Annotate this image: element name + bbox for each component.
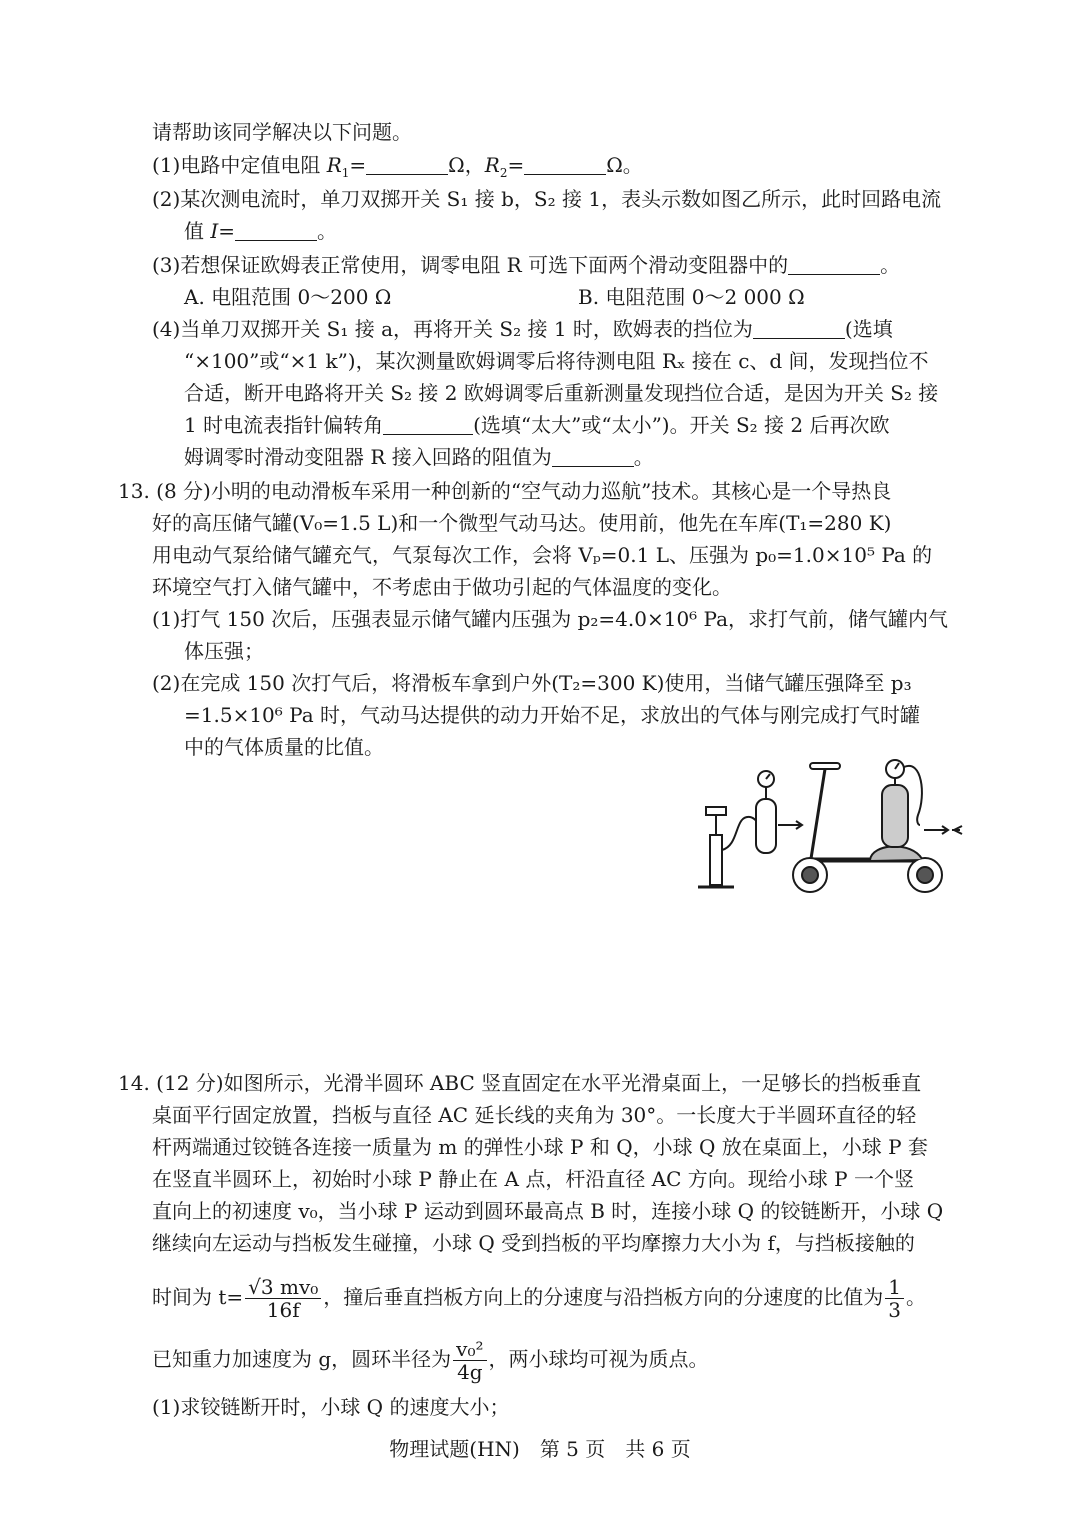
answer-blank — [383, 414, 473, 435]
q14-line8: 已知重力加速度为 g，圆环半径为 $\frac{\text{v₀²}}{4g}$ ，两小球均可视为质点。 — [152, 1337, 709, 1384]
q12-part2-line1: (2)某次测电流时，单刀双掷开关 S₁ 接 b，S₂ 接 1，表头示数如图乙所示，此时回路电流 — [152, 187, 942, 211]
q12-part4-line3: 合适，断开电路将开关 S₂ 接 2 欧姆调零后重新测量发现挡位合适，是因为开关 S₂ 接 — [184, 381, 939, 405]
ratio-fraction: $\frac{1}{3}$ — [885, 1276, 904, 1321]
onboard-tank-icon — [882, 760, 962, 847]
scooter-icon — [793, 763, 942, 892]
page-footer: 物理试题(HN) 第 5 页 共 6 页 — [389, 1437, 691, 1461]
scooter-pump-figure — [690, 755, 970, 900]
q13-line1: 13. (8 分)小明的电动滑板车采用一种创新的“空气动力巡航”技术。其核心是一个导热良 — [118, 479, 892, 503]
q13-part2-line3: 中的气体质量的比值。 — [184, 735, 384, 759]
q14-line7: 时间为 t= $\frac{\text{√3 mv₀}}{16f}$ ，撞后垂直挡板方向上的分速度与沿挡板方向的分速度的比值为 $\frac{1}{3}$ 。 — [152, 1275, 926, 1322]
q14-part1: (1)求铰链断开时，小球 Q 的速度大小； — [152, 1395, 510, 1419]
q12-part3: (3)若想保证欧姆表正常使用，调零电阻 R 可选下面两个滑动变阻器中的 。 — [152, 253, 901, 277]
q13-part1-line2: 体压强； — [184, 639, 264, 663]
floor-pump-icon — [698, 807, 760, 887]
q14-line3: 杆两端通过铰链各连接一质量为 m 的弹性小球 P 和 Q，小球 Q 放在桌面上，小球 P 套 — [152, 1135, 928, 1159]
q12-part2-line2: 值 I= 。 — [184, 219, 338, 243]
answer-blank — [524, 154, 606, 175]
q12-part4-line1: (4)当单刀双掷开关 S₁ 接 a，再将开关 S₂ 接 1 时，欧姆表的挡位为 (选填 — [152, 317, 893, 341]
answer-blank — [235, 220, 317, 241]
q12-option-b: B. 电阻范围 0～2 000 Ω — [578, 285, 805, 309]
radius-fraction: $\frac{\text{v₀²}}{4g}$ — [453, 1338, 486, 1383]
q12-part1: (1)电路中定值电阻 $R_1= \Omega$，$R_2= \Omega$。 — [152, 153, 643, 180]
time-fraction: $\frac{\text{√3 mv₀}}{16f}$ — [245, 1276, 321, 1321]
q13-line4: 环境空气打入储气罐中，不考虑由于做功引起的气体温度的变化。 — [152, 575, 732, 599]
q14-line2: 桌面平行固定放置，挡板与直径 AC 延长线的夹角为 30°。一长度大于半圆环直径的轻 — [152, 1103, 917, 1127]
answer-blank — [552, 446, 634, 467]
q13-line2: 好的高压储气罐(V₀=1.5 L)和一个微型气动马达。使用前，他先在车库(T₁=280 K) — [152, 511, 892, 535]
q12-option-a: A. 电阻范围 0～200 Ω — [184, 285, 392, 309]
q12-intro: 请帮助该同学解决以下问题。 — [152, 120, 412, 144]
answer-blank — [753, 318, 845, 339]
answer-blank — [366, 154, 448, 175]
q12-part4-line2: “×100”或“×1 k”)，某次测量欧姆调零后将待测电阻 Rₓ 接在 c、d 间，发现挡位不 — [184, 349, 929, 373]
q14-line5: 直向上的初速度 v₀，当小球 P 运动到圆环最高点 B 时，连接小球 Q 的铰链断开，小球 Q — [152, 1199, 944, 1223]
q12-part4-line4: 1 时电流表指针偏转角 (选填“太大”或“太小”)。开关 S₂ 接 2 后再次欧 — [184, 413, 890, 437]
q13-part2-line1: (2)在完成 150 次打气后，将滑板车拿到户外(T₂=300 K)使用，当储气罐压强降至 p₃ — [152, 671, 912, 695]
q14-line1: 14. (12 分)如图所示，光滑半圆环 ABC 竖直固定在水平光滑桌面上，一足够长的挡板垂直 — [118, 1071, 922, 1095]
q13-part2-line2: =1.5×10⁶ Pa 时，气动马达提供的动力开始不足，求放出的气体与刚完成打气时罐 — [184, 703, 920, 727]
q13-part1-line1: (1)打气 150 次后，压强表显示储气罐内压强为 p₂=4.0×10⁶ Pa，求打气前，储气罐内气 — [152, 607, 949, 631]
q14-line4: 在竖直半圆环上，初始时小球 P 静止在 A 点，杆沿直径 AC 方向。现给小球 P 一个竖 — [152, 1167, 914, 1191]
answer-blank — [788, 254, 880, 275]
q13-line3: 用电动气泵给储气罐充气，气泵每次工作，会将 Vₚ=0.1 L、压强为 p₀=1.0×10⁵ Pa 的 — [152, 543, 933, 567]
gas-tank-icon — [756, 771, 776, 853]
q14-line6: 继续向左运动与挡板发生碰撞，小球 Q 受到挡板的平均摩擦力大小为 f，与挡板接触的 — [152, 1231, 915, 1255]
q12-part4-line5: 姆调零时滑动变阻器 R 接入回路的阻值为 。 — [184, 445, 654, 469]
